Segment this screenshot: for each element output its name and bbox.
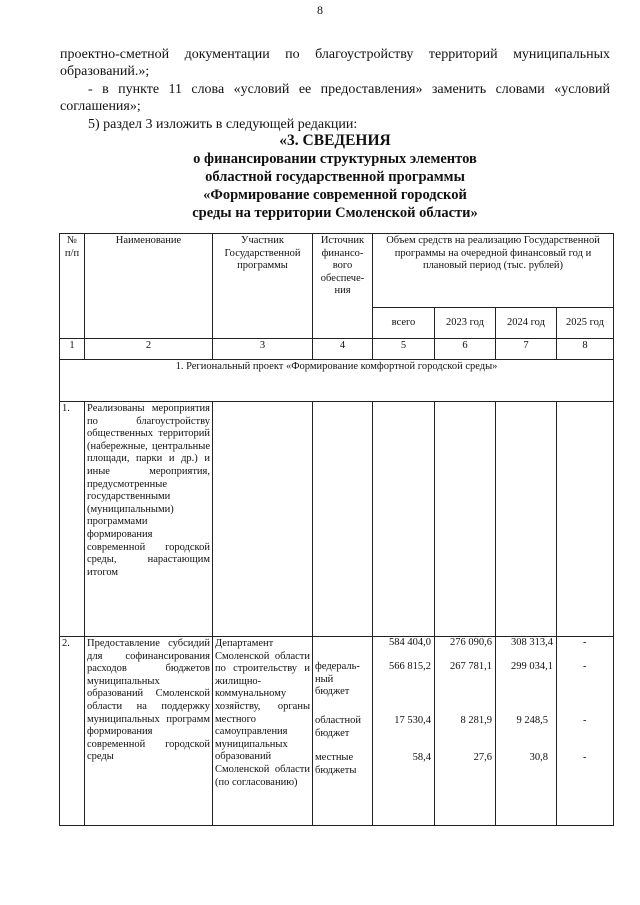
row-participant: Департамент Смоленской области по строительству и жилищно-коммунальному хозяйству, органы местного самоуправления муниципальных образований Смоленской области (по согласованию) (213, 637, 313, 826)
header-2024: 2024 год (496, 308, 557, 339)
header-total: всего (373, 308, 435, 339)
header-name: Наименование (85, 234, 213, 339)
column-number: 8 (557, 339, 614, 360)
total-value: 584 404,0 (389, 637, 431, 648)
section-heading (60, 132, 610, 222)
column-number: 1 (60, 339, 85, 360)
table-header-row (60, 234, 614, 308)
source-local: местные бюджеты (315, 752, 357, 776)
header-num: № п/п (60, 234, 85, 339)
value-2023: 27,6 (473, 752, 492, 763)
column-number: 3 (213, 339, 313, 360)
row-source (313, 402, 373, 637)
paragraph-item-11: - в пункте 11 слова «условий ее предоставления» заменить словами «условий соглашения»; (60, 82, 610, 114)
row-2025 (557, 637, 614, 826)
table-row (60, 402, 614, 637)
section-title: 1. Региональный проект «Формирование комфортной городской среды» (60, 360, 614, 402)
value-2025: - (583, 637, 587, 648)
row-2023 (435, 402, 496, 637)
column-number: 5 (373, 339, 435, 360)
row-total (373, 637, 435, 826)
header-participant: Участник Государственной программы (213, 234, 313, 339)
source-federal: федераль-ный бюджет (315, 661, 360, 698)
value-2024: 299 034,1 (511, 661, 553, 672)
total-value: 17 530,4 (394, 715, 431, 726)
value-2024: 30,8 (529, 752, 548, 763)
value-2025: - (583, 661, 587, 672)
column-number: 6 (435, 339, 496, 360)
row-name: Предоставление субсидий для софинансирования расходов бюджетов муниципальных образований Смоленской области на поддержку муниципальных программ формирования современной городской среды (85, 637, 213, 826)
page-number: 8 (317, 3, 323, 17)
row-number: 1. (60, 402, 85, 637)
value-2023: 276 090,6 (450, 637, 492, 648)
paragraph-continuation: проектно-сметной документации по благоустройству территорий муниципальных образований.»; (60, 47, 610, 79)
column-number-row (60, 339, 614, 360)
financing-table (59, 233, 614, 826)
paragraph-section-3: 5) раздел 3 изложить в следующей редакции: (88, 117, 358, 132)
heading-line-5: среды на территории Смоленской области» (192, 205, 478, 221)
total-value: 566 815,2 (389, 661, 431, 672)
column-number: 2 (85, 339, 213, 360)
header-2025: 2025 год (557, 308, 614, 339)
row-2025 (557, 402, 614, 637)
heading-line-1: «3. СВЕДЕНИЯ (279, 132, 391, 149)
section-row (60, 360, 614, 402)
heading-line-2: о финансировании структурных элементов (193, 151, 477, 167)
column-number: 4 (313, 339, 373, 360)
header-2023: 2023 год (435, 308, 496, 339)
value-2023: 8 281,9 (460, 715, 492, 726)
value-2024: 9 248,5 (516, 715, 548, 726)
row-2023 (435, 637, 496, 826)
header-volume: Объем средств на реализацию Государственной программы на очередной финансовый год и плановый период (тыс. рублей) (373, 234, 614, 308)
value-2025: - (583, 752, 587, 763)
value-2024: 308 313,4 (511, 637, 553, 648)
row-source (313, 637, 373, 826)
row-participant (213, 402, 313, 637)
row-2024 (496, 637, 557, 826)
heading-line-3: областной государственной программы (205, 169, 465, 185)
source-regional: областной бюджет (315, 715, 361, 739)
column-number: 7 (496, 339, 557, 360)
row-number: 2. (60, 637, 85, 826)
value-2023: 267 781,1 (450, 661, 492, 672)
row-2024 (496, 402, 557, 637)
header-source: Источник финансо-вого обеспече-ния (313, 234, 373, 339)
value-2025: - (583, 715, 587, 726)
row-name: Реализованы мероприятия по благоустройству общественных территорий (набережные, центральные площади, парки и др.) и иные мероприятия, предусмотренные государственными (муниципальными) программами формирования современной городской среды, нарастающим итогом (85, 402, 213, 637)
table-row (60, 637, 614, 826)
heading-line-4: «Формирование современной городской (203, 187, 467, 203)
row-total (373, 402, 435, 637)
total-value: 58,4 (412, 752, 431, 763)
